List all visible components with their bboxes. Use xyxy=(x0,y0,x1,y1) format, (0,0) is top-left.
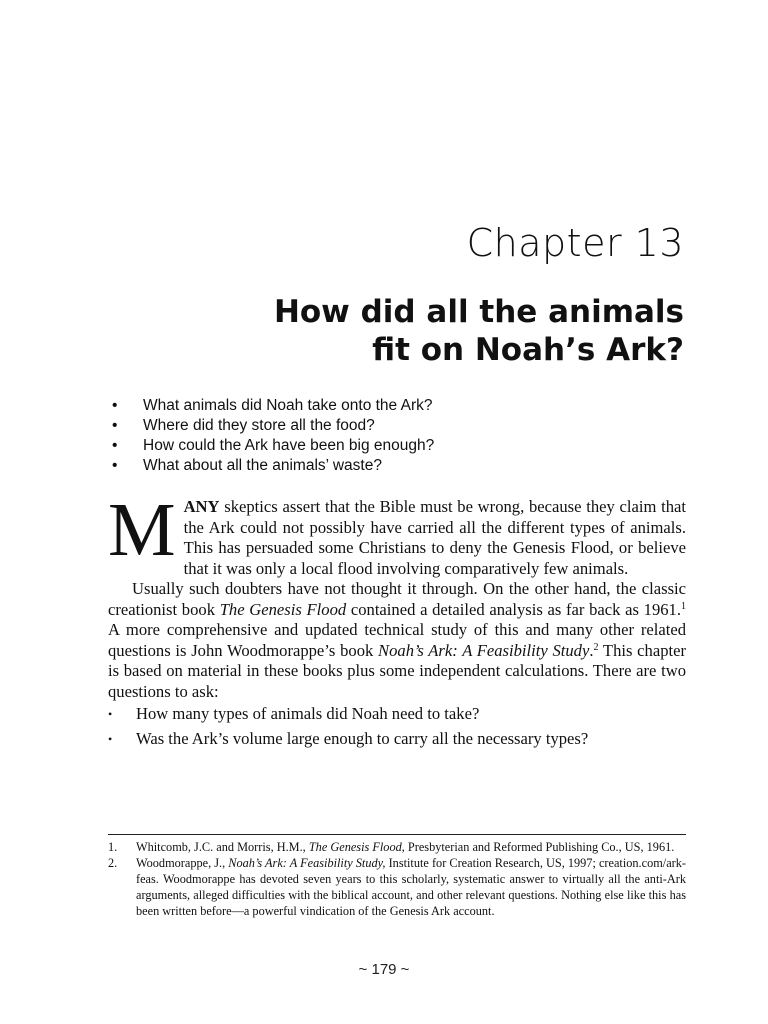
key-question-text: How could the Ark have been big enough? xyxy=(143,437,435,454)
key-question-item xyxy=(110,416,670,436)
footnote-item xyxy=(108,839,686,855)
footnote-ref-2: 2 xyxy=(593,641,599,653)
key-question-item xyxy=(110,396,670,416)
paragraph-2-text-c: A more comprehensive and updated technical study of this and many other related questions is John Woodmorappe’s book xyxy=(108,620,686,660)
bullet-icon: • xyxy=(112,437,118,454)
bullet-icon: • xyxy=(112,457,118,474)
bullet-icon: • xyxy=(108,731,113,746)
chapter-number: Chapter 13 xyxy=(466,221,684,265)
footnote-text: Institute for Creation Research, US, 1997; creation.com/ark-feas. Woodmorappe has devoted seven years to this scholarly, systematic answer to virtually all the anti-Ark arguments, alleged difficulties with the biblical account, and other relevant questions. Nothing else like this has been written before—a powerful vindication of the Genesis Ark account. xyxy=(136,856,686,918)
key-question-text: Where did they store all the food? xyxy=(143,417,375,434)
paragraph-2-text-a: Usually such doubters have not thought it through. On the other hand, the classic creationist book xyxy=(108,579,686,619)
footnote-text: Woodmorappe, J., xyxy=(136,856,229,870)
question-text: Was the Ark’s volume large enough to carry all the necessary types? xyxy=(136,728,589,748)
drop-cap: M xyxy=(108,488,176,572)
bullet-icon: • xyxy=(112,417,118,434)
book-title-genesis-flood: The Genesis Flood xyxy=(219,599,347,619)
chapter-title xyxy=(124,293,684,369)
key-question-item xyxy=(110,456,670,476)
footnote-text: Whitcomb, J.C. and Morris, H.M., xyxy=(136,840,309,854)
bullet-icon: • xyxy=(108,707,113,721)
footnote-ref-1: 1 xyxy=(681,600,686,612)
footnotes xyxy=(108,839,686,919)
questions-list xyxy=(108,704,686,749)
question-item xyxy=(108,729,686,750)
footnote-number: 1. xyxy=(108,840,118,854)
paragraph-2 xyxy=(108,579,686,702)
paragraph-1 xyxy=(108,488,686,579)
footnote-divider xyxy=(108,834,686,835)
footnote-item xyxy=(108,855,686,919)
chapter-title-line-2: fit on Noah’s Ark? xyxy=(372,332,684,368)
key-question-item xyxy=(110,436,670,456)
key-question-text: What animals did Noah take onto the Ark? xyxy=(143,397,433,414)
key-questions-list xyxy=(110,396,670,476)
body-text xyxy=(108,488,686,753)
footnote-number: 2. xyxy=(108,856,118,870)
question-item xyxy=(108,704,686,725)
paragraph-2-text-d: . xyxy=(589,640,594,660)
lead-in-small-caps: ANY xyxy=(183,497,220,516)
footnote-text: , Presbyterian and Reformed Publishing Co., US, 1961. xyxy=(401,840,675,854)
key-question-text: What about all the animals’ waste? xyxy=(143,457,382,474)
footnote-book-title: The Genesis Flood xyxy=(308,840,402,854)
paragraph-1-text: skeptics assert that the Bible must be wrong, because they claim that the Ark could not possibly have carried all the different types of animals. This has persuaded some Christians to deny the Genesis Flood, or believe that it was only a local flood involving comparatively few animals. xyxy=(183,497,686,578)
page-number: ~ 179 ~ xyxy=(358,961,410,978)
chapter-title-line-1: How did all the animals xyxy=(273,294,684,330)
footnote-book-title: Noah’s Ark: A Feasibility Study, xyxy=(228,856,386,870)
book-title-noahs-ark: Noah’s Ark: A Feasibility Study xyxy=(378,640,590,660)
bullet-icon: • xyxy=(112,397,118,414)
paragraph-2-text-b: contained a detailed analysis as far back as 1961. xyxy=(346,599,681,619)
question-text: How many types of animals did Noah need to take? xyxy=(136,704,480,723)
paragraph-2-text-e: This chapter is based on material in these books plus some independent calculations. There are two questions to ask: xyxy=(108,640,686,701)
